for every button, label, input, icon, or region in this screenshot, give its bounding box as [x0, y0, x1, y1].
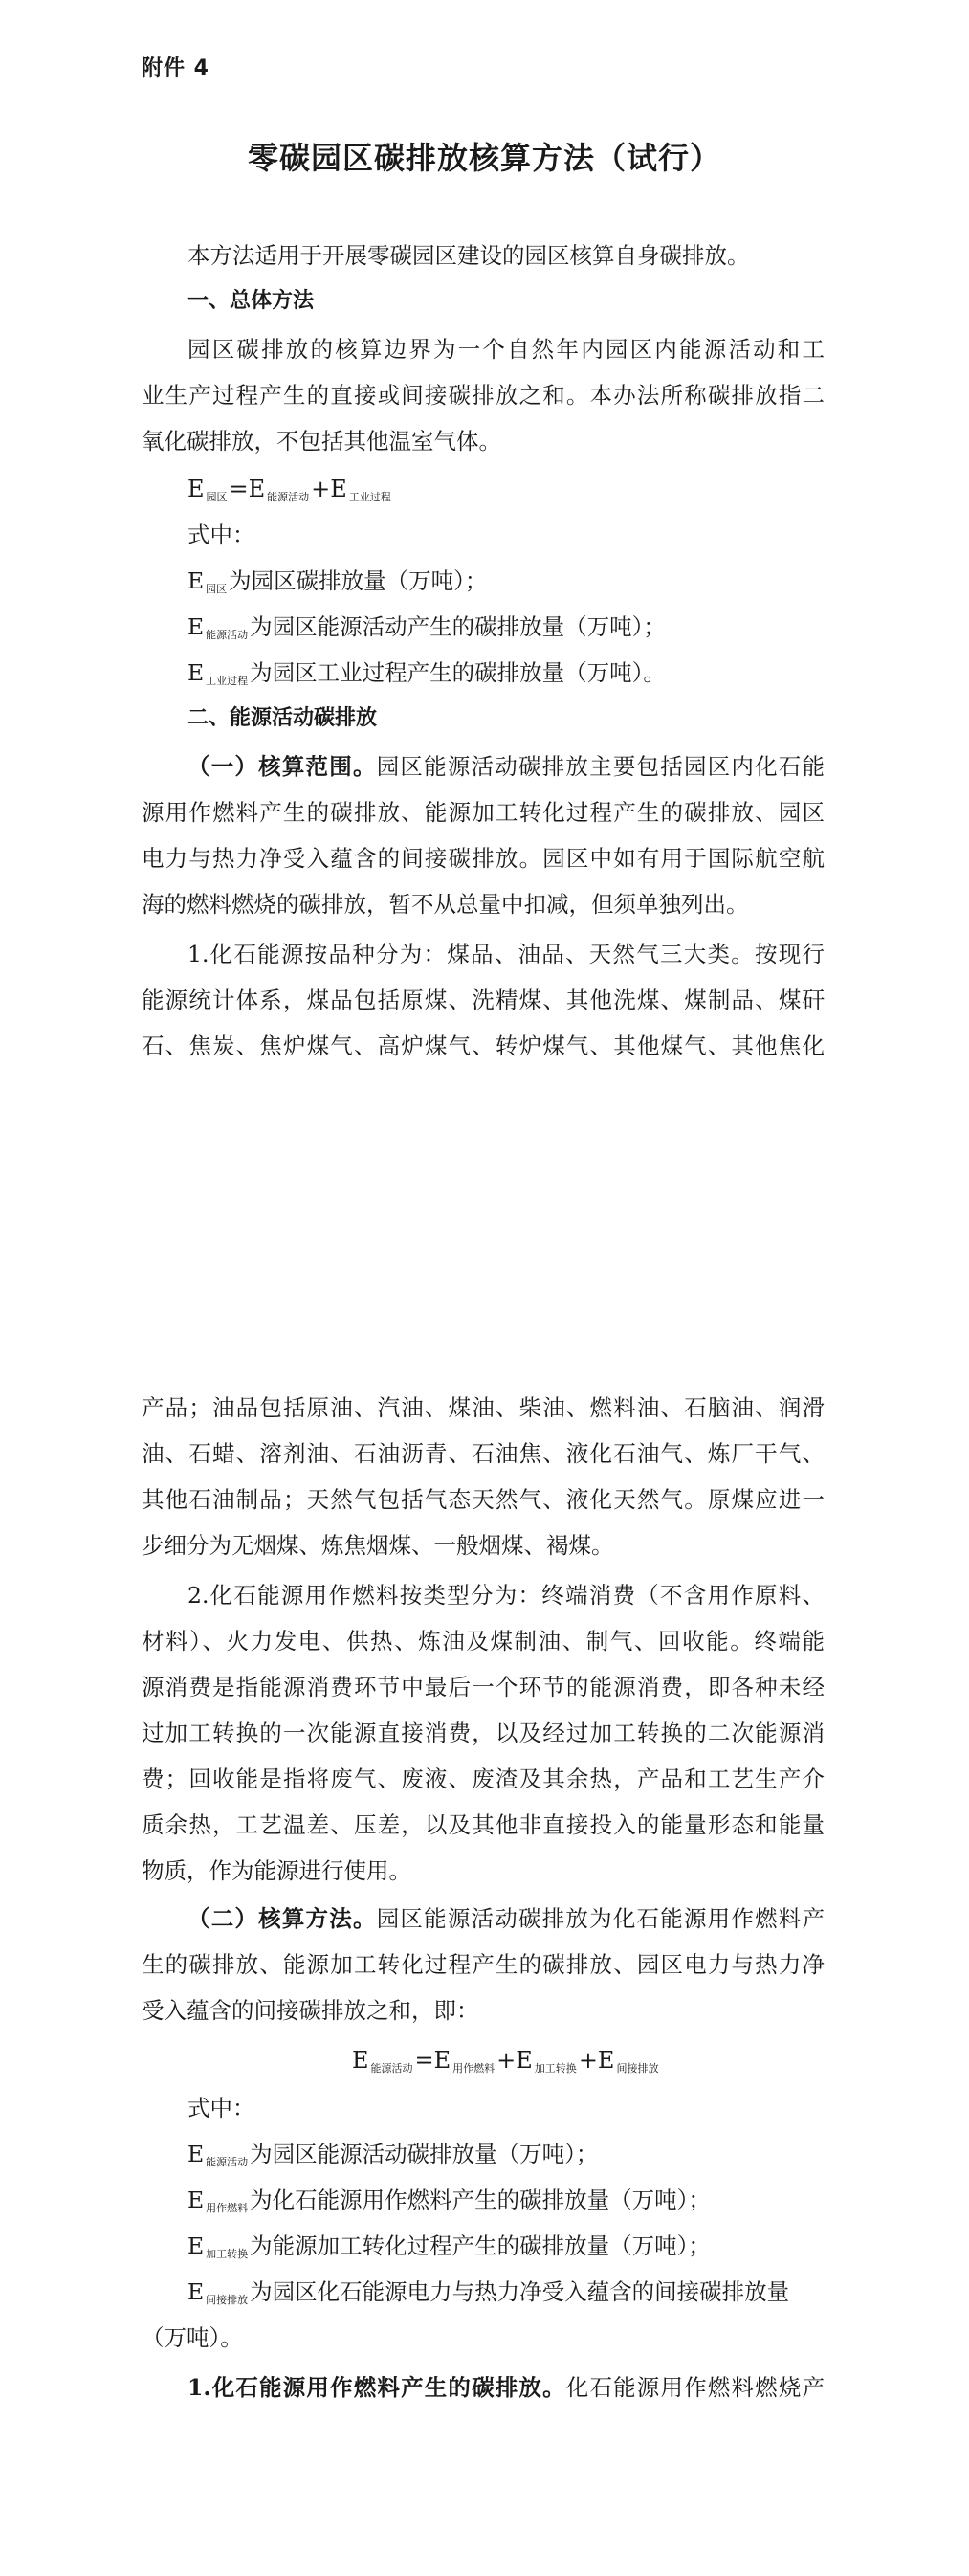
where-label: 式中： [187, 522, 255, 548]
formula-subscript: 能源活动 [267, 491, 310, 503]
subheading-method: （二）核算方法。 [187, 1905, 377, 1932]
formula-symbol: E [187, 567, 205, 594]
formula-symbol: E [187, 613, 205, 640]
paragraph-line: 海的燃料燃烧的碳排放，暂不从总量中扣减，但须单独列出。 [142, 891, 749, 918]
formula-park-emission [187, 475, 393, 512]
formula-symbol: E [187, 2232, 205, 2259]
formula-subscript: 加工转换 [206, 2248, 249, 2260]
formula-subscript: 能源活动 [370, 2062, 413, 2075]
definition-text: 为化石能源用作燃料产生的碳排放量（万吨）； [250, 2187, 711, 2213]
definition-line [187, 2140, 598, 2177]
paragraph-line: 2.化石能源用作燃料按类型分为：终端消费（不含用作原料、 [187, 1582, 825, 1609]
definition-line [187, 2186, 711, 2223]
formula-energy-emission [352, 2046, 660, 2083]
formula-subscript: 能源活动 [206, 2156, 249, 2168]
paragraph-line: 材料）、火力发电、供热、炼油及煤制油、制气、回收能。终端能 [142, 1628, 825, 1654]
paragraph-line: 产品；油品包括原油、汽油、煤油、柴油、燃料油、石脑油、润滑 [142, 1394, 825, 1421]
paragraph-line: 石、焦炭、焦炉煤气、高炉煤气、转炉煤气、其他煤气、其他焦化 [142, 1033, 825, 1059]
document-title: 零碳园区碳排放核算方法（试行） [247, 140, 721, 176]
formula-symbol: E [187, 2141, 205, 2167]
formula-symbol: E [352, 2047, 369, 2074]
attachment-label: 附件 4 [142, 56, 209, 80]
paragraph-line: 1.化石能源按品种分为：煤品、油品、天然气三大类。按现行 [187, 941, 825, 967]
paragraph-line: 源消费是指能源消费环节中最后一个环节的能源消费，即各种未经 [142, 1674, 825, 1700]
definition-text: 为园区碳排放量（万吨）； [229, 567, 488, 594]
formula-symbol: =E [414, 2047, 451, 2074]
paragraph-line: 费；回收能是指将废气、废液、废渣及其余热，产品和工艺生产介 [142, 1765, 825, 1792]
paragraph-line: 质余热，工艺温差、压差，以及其他非直接投入的能量形态和能量 [142, 1811, 825, 1838]
definition-text: 为能源加工转化过程产生的碳排放量（万吨）； [250, 2232, 711, 2259]
definition-text: 为园区工业过程产生的碳排放量（万吨）。 [250, 659, 666, 686]
paragraph-line [187, 2373, 825, 2402]
intro-paragraph: 本方法适用于开展零碳园区建设的园区核算自身碳排放。 [187, 242, 750, 269]
subheading-scope: （一）核算范围。 [187, 753, 377, 780]
definition-line [187, 658, 666, 696]
formula-symbol: +E [311, 476, 347, 502]
formula-symbol: E [187, 476, 205, 502]
paragraph-line: 能源统计体系，煤品包括原煤、洗精煤、其他洗煤、煤制品、煤矸 [142, 987, 825, 1013]
definition-text: 为园区能源活动碳排放量（万吨）； [250, 2141, 599, 2167]
formula-symbol: E [187, 659, 205, 686]
paragraph-line: 生的碳排放、能源加工转化过程产生的碳排放、园区电力与热力净 [142, 1951, 825, 1978]
formula-subscript: 能源活动 [206, 629, 249, 641]
paragraph-line: 油、石蜡、溶剂油、石油沥青、石油焦、液化石油气、炼厂干气、 [142, 1440, 825, 1467]
paragraph-text: 园区能源活动碳排放为化石能源用作燃料产 [376, 1905, 826, 1932]
formula-subscript: 工业过程 [348, 491, 391, 503]
definition-line [187, 612, 666, 650]
where-label: 式中： [187, 2095, 255, 2121]
definition-line [187, 2277, 789, 2315]
paragraph-line: 过加工转换的一次能源直接消费，以及经过加工转换的二次能源消 [142, 1720, 825, 1746]
formula-subscript: 用作燃料 [206, 2202, 249, 2214]
paragraph-line: 其他石油制品；天然气包括气态天然气、液化天然气。原煤应进一 [142, 1486, 825, 1513]
formula-symbol: +E [578, 2047, 615, 2074]
page-break-gap [0, 1072, 969, 1359]
paragraph-line: 受入蕴含的间接碳排放之和，即： [142, 1997, 479, 2024]
formula-symbol: =E [229, 476, 266, 502]
paragraph-line: 步细分为无烟煤、炼焦烟煤、一般烟煤、褐煤。 [142, 1532, 614, 1559]
paragraph-line: 业生产过程产生的直接或间接碳排放之和。本办法所称碳排放指二 [142, 382, 825, 409]
formula-subscript: 园区 [206, 583, 228, 595]
heading-energy-activity: 二、能源活动碳排放 [187, 706, 378, 730]
formula-subscript: 间接排放 [616, 2062, 659, 2075]
paragraph-line: 氧化碳排放，不包括其他温室气体。 [142, 428, 501, 455]
formula-subscript: 工业过程 [206, 675, 249, 687]
formula-symbol: E [187, 2278, 205, 2305]
formula-subscript: 园区 [206, 491, 228, 503]
subheading-fossil-fuel: 1.化石能源用作燃料产生的碳排放。 [187, 2374, 566, 2401]
formula-symbol: E [187, 2187, 205, 2213]
formula-subscript: 用作燃料 [452, 2062, 496, 2075]
paragraph-text: 园区能源活动碳排放主要包括园区内化石能 [376, 753, 826, 780]
formula-symbol: +E [496, 2047, 533, 2074]
formula-subscript: 加工转换 [534, 2062, 577, 2075]
definition-line: （万吨）。 [142, 2324, 243, 2351]
definition-line [187, 566, 487, 604]
paragraph-line [187, 752, 825, 781]
paragraph-line: 园区碳排放的核算边界为一个自然年内园区内能源活动和工 [187, 336, 825, 363]
paragraph-line: 源用作燃料产生的碳排放、能源加工转化过程产生的碳排放、园区 [142, 799, 825, 826]
heading-overall-method: 一、总体方法 [187, 289, 315, 313]
paragraph-line: 电力与热力净受入蕴含的间接碳排放。园区中如有用于国际航空航 [142, 845, 825, 872]
paragraph-line: 物质，作为能源进行使用。 [142, 1857, 411, 1884]
definition-line [187, 2232, 711, 2269]
definition-text: 为园区能源活动产生的碳排放量（万吨）； [250, 613, 666, 640]
paragraph-line [187, 1904, 825, 1933]
formula-subscript: 间接排放 [206, 2294, 249, 2306]
paragraph-text: 化石能源用作燃料燃烧产 [565, 2374, 825, 2401]
definition-text: 为园区化石能源电力与热力净受入蕴含的间接碳排放量 [250, 2278, 790, 2305]
